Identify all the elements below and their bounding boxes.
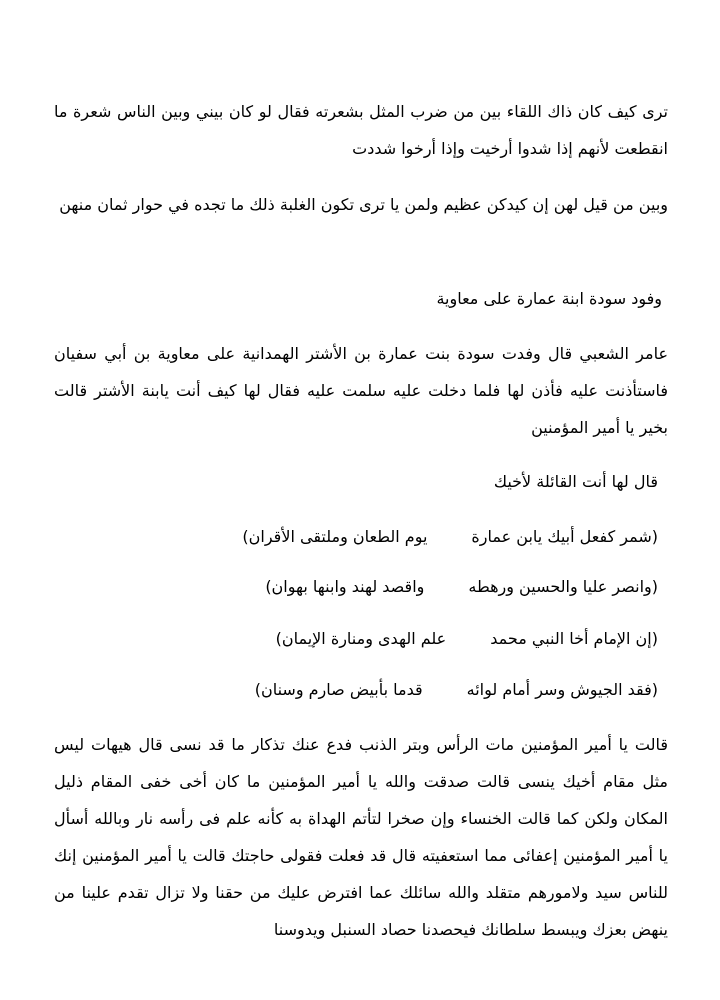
verse-line: [255, 671, 658, 708]
verse-second-hemistich: قدما بأبيض صارم وسنان): [254, 680, 423, 699]
paragraph-closing: قالت يا أمير المؤمنين مات الرأس وبتر الذنب فدع عنك تذكار ما قد نسى قال هيهات ليس مثل مقام أخيك ينسى قالت صدقت والله يا أمير المؤمنين ما كان أخى خفى المقام ذليل المكان ولكن كما قالت الخنساء وإن صخرا لتأتم الهداة به كأنه علم فى رأسه نار وبالله أسأل يا أمير المؤمنين إعفائى مما استعفيته قال قد فعلت فقولى حاجتك قالت يا أمير المؤمنين إنك للناس سيد ولامورهم متقلد والله سائلك عما افترض عليك من حقنا ولا تزال تقدم علينا من ينهض بعزك ويبسط سلطانك فيحصدنا حصاد السنبل ويدوسنا: [54, 735, 668, 939]
verse-second-hemistich: علم الهدى ومنارة الإيمان): [275, 629, 447, 648]
verse-line: [242, 518, 658, 555]
paragraph-dialogue-intro: وبين من قيل لهن إن كيدكن عظيم ولمن يا ترى تكون الغلبة ذلك ما تجده في حوار ثمان منهن: [59, 195, 668, 214]
verse-line: [276, 620, 658, 657]
paragraph-intro: ترى كيف كان ذاك اللقاء بين من ضرب المثل بشعرته فقال لو كان بيني وبين الناس شعرة ما انقطعت لأنهم إذا شدوا أرخيت وإذا أرخوا شددت: [54, 102, 668, 158]
paragraph-narration: عامر الشعبي قال وفدت سودة بنت عمارة بن الأشتر الهمدانية على معاوية بن أبي سفيان فاستأذنت عليه فأذن لها فلما دخلت عليه سلمت عليه فقال لها كيف أنت يابنة الأشتر قالت بخير يا أمير المؤمنين: [54, 344, 668, 437]
paragraph-question: قال لها أنت القائلة لأخيك: [493, 472, 658, 491]
verse-first-hemistich: (فقد الجيوش وسر أمام لوائه: [466, 680, 658, 699]
verse-first-hemistich: (وانصر عليا والحسين ورهطه: [468, 577, 658, 596]
section-heading: وفود سودة ابنة عمارة على معاوية: [436, 289, 662, 308]
verse-second-hemistich: يوم الطعان وملتقى الأقران): [242, 527, 428, 546]
verse-first-hemistich: (إن الإمام أخا النبي محمد: [490, 629, 658, 648]
verse-first-hemistich: (شمر كفعل أبيك يابن عمارة: [471, 527, 658, 546]
verse-line: [265, 568, 658, 605]
verse-second-hemistich: واقصد لهند وابنها بهوان): [265, 577, 425, 596]
